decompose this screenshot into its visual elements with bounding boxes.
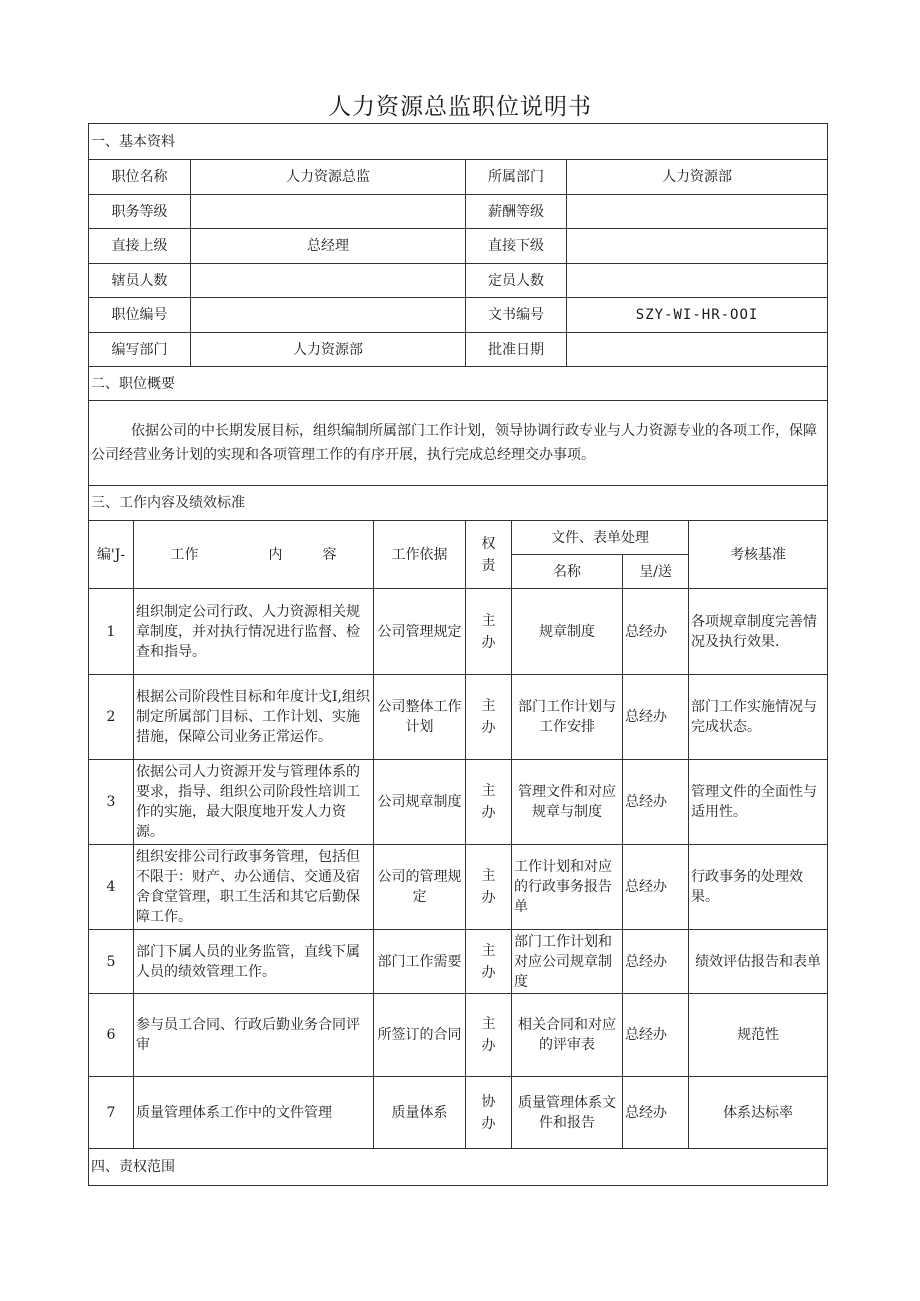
- basic-label: 薪酬等级: [466, 195, 567, 229]
- section-basic-heading-row: [89, 124, 828, 160]
- duty-doc-name: 规章制度: [512, 589, 623, 675]
- duty-power-part: 办: [481, 720, 496, 736]
- basic-row: [89, 160, 828, 195]
- duty-power-part: 办: [481, 1115, 496, 1132]
- basic-label: 文书编号: [466, 298, 567, 333]
- duty-basis: 质量体系: [374, 1077, 466, 1149]
- duty-content: 组织安排公司行政事务管理，包括但不限于：财产、办公通信、交通及宿舍食堂管理，职工生活和其它后勤保障工作。: [134, 845, 374, 930]
- header-docs: 文件、表单处理: [512, 521, 689, 555]
- duty-content: 组织制定公司行政、人力资源相关规章制度，并对执行情况进行监督、检查和指导。: [134, 589, 374, 675]
- overview-row: [89, 401, 828, 486]
- duty-number: 1: [89, 589, 134, 675]
- basic-value: [567, 264, 828, 298]
- header-power-part: 权: [481, 535, 496, 552]
- duty-power-part: 办: [481, 890, 496, 906]
- duty-standard: 各项规章制度完善情况及执行效果.: [689, 589, 828, 675]
- basic-value: [567, 229, 828, 264]
- basic-value: [567, 195, 828, 229]
- duty-power: [466, 760, 512, 845]
- duty-basis: 公司的管理规定: [374, 845, 466, 930]
- basic-row: [89, 264, 828, 298]
- duty-doc-send: 总经办: [623, 1077, 689, 1149]
- header-doc-send: 呈/送: [623, 555, 689, 589]
- document-number-value: SZY-WI-HR-OOI: [567, 298, 828, 333]
- duty-power-part: 主: [481, 942, 496, 959]
- duty-doc-name: 工作计划和对应的行政事务报告单: [512, 845, 623, 930]
- duty-doc-send: 总经办: [623, 845, 689, 930]
- duty-doc-send: 总经办: [623, 930, 689, 994]
- duty-power-part: 办: [481, 634, 496, 651]
- duty-standard: 行政事务的处理效果。: [689, 845, 828, 930]
- duty-standard: 规范性: [689, 994, 828, 1077]
- basic-value: [191, 195, 466, 229]
- job-description-table: [88, 123, 828, 1186]
- duty-power-part: 办: [481, 964, 496, 981]
- header-power: [466, 521, 512, 589]
- duty-basis: 公司整体工作计划: [374, 675, 466, 760]
- header-content-part: 容: [322, 546, 337, 563]
- section-overview-heading: 二、职位概要: [89, 367, 828, 401]
- basic-row: [89, 298, 828, 333]
- duty-power-part: 主: [481, 1016, 496, 1032]
- header-basis: 工作依据: [374, 521, 466, 589]
- duty-power: [466, 994, 512, 1077]
- basic-label: 批准日期: [466, 333, 567, 367]
- basic-row: [89, 195, 828, 229]
- duty-basis: 公司管理规定: [374, 589, 466, 675]
- section-authority-heading: 四、责权范围: [89, 1149, 828, 1186]
- basic-label: 所属部门: [466, 160, 567, 195]
- duty-standard: 部门工作实施情况与完成状态。: [689, 675, 828, 760]
- duty-doc-send: 总经办: [623, 760, 689, 845]
- basic-value: [191, 298, 466, 333]
- header-doc-name: 名称: [512, 555, 623, 589]
- duty-doc-name: 管理文件和对应规章与制度: [512, 760, 623, 845]
- basic-label: 职位编号: [89, 298, 191, 333]
- duty-row: [89, 675, 828, 760]
- duty-power: [466, 845, 512, 930]
- duty-basis: 所签订的合同: [374, 994, 466, 1077]
- duty-doc-send: 总经办: [623, 994, 689, 1077]
- duty-content: 部门下属人员的业务监管，直线下属人员的绩效管理工作。: [134, 930, 374, 994]
- basic-value: 人力资源部: [191, 333, 466, 367]
- basic-value: [567, 333, 828, 367]
- duty-number: 7: [89, 1077, 134, 1149]
- duty-number: 6: [89, 994, 134, 1077]
- header-standard: 考核基准: [689, 521, 828, 589]
- basic-value: [191, 264, 466, 298]
- basic-row: [89, 333, 828, 367]
- section-basic-heading: 一、基本资料: [89, 124, 828, 160]
- duty-power-part: 办: [481, 805, 496, 821]
- duty-number: 4: [89, 845, 134, 930]
- basic-label: 直接下级: [466, 229, 567, 264]
- duty-power-part: 主: [481, 868, 496, 884]
- section-authority-heading-row: [89, 1149, 828, 1186]
- header-number: 编'J-: [89, 521, 134, 589]
- duty-power-part: 办: [481, 1038, 496, 1054]
- section-duties-heading: 三、工作内容及绩效标准: [89, 486, 828, 521]
- duty-content: 参与员工合同、行政后勤业务合同评审: [134, 994, 374, 1077]
- header-power-part: 责: [481, 557, 496, 574]
- duty-number: 2: [89, 675, 134, 760]
- duty-content: 依据公司人力资源开发与管理体系的要求，指导、组织公司阶段性培训工作的实施，最大限度地开发人力资源。: [134, 760, 374, 845]
- basic-label: 职务等级: [89, 195, 191, 229]
- header-content-part: 工作: [170, 546, 199, 563]
- duty-doc-send: 总经办: [623, 675, 689, 760]
- duty-content: 质量管理体系工作中的文件管理: [134, 1077, 374, 1149]
- duty-doc-name: 部门工作计划与工作安排: [512, 675, 623, 760]
- header-content: [134, 521, 374, 589]
- duty-power-part: 主: [481, 783, 496, 799]
- duty-doc-send: 总经办: [623, 589, 689, 675]
- basic-row: [89, 229, 828, 264]
- duty-power-part: 主: [481, 612, 496, 629]
- duty-standard: 绩效评估报告和表单: [689, 930, 828, 994]
- duty-basis: 公司规章制度: [374, 760, 466, 845]
- basic-value: 总经理: [191, 229, 466, 264]
- basic-value: 人力资源总监: [191, 160, 466, 195]
- duty-standard: 管理文件的全面性与适用性。: [689, 760, 828, 845]
- page-title: 人力资源总监职位说明书: [328, 94, 592, 120]
- basic-label: 辖员人数: [89, 264, 191, 298]
- duty-power: [466, 675, 512, 760]
- duty-doc-name: 质量管理体系文件和报告: [512, 1077, 623, 1149]
- basic-label: 编写部门: [89, 333, 191, 367]
- section-duties-heading-row: [89, 486, 828, 521]
- duty-row: [89, 994, 828, 1077]
- duty-power: [466, 930, 512, 994]
- duty-row: [89, 930, 828, 994]
- duty-power: [466, 589, 512, 675]
- duty-content: 根据公司阶段性目标和年度计戈I,组织制定所属部门目标、工作计划、实施措施，保障公司业务正常运作。: [134, 675, 374, 760]
- duty-row: [89, 845, 828, 930]
- header-content-part: 内: [268, 546, 283, 563]
- duties-header-row: [89, 521, 828, 555]
- duty-power-part: 主: [481, 698, 496, 714]
- duty-doc-name: 部门工作计划和对应公司规章制度: [512, 930, 623, 994]
- duty-row: [89, 1077, 828, 1149]
- overview-text: 依据公司的中长期发展目标，组织编制所属部门工作计划，领导协调行政专业与人力资源专业的各项工作，保障公司经营业务计划的实现和各项管理工作的有序开展，执行完成总经理交办事项。: [89, 401, 828, 486]
- basic-value: 人力资源部: [567, 160, 828, 195]
- duty-standard: 体系达标率: [689, 1077, 828, 1149]
- duty-basis: 部门工作需要: [374, 930, 466, 994]
- basic-label: 定员人数: [466, 264, 567, 298]
- basic-label: 职位名称: [89, 160, 191, 195]
- section-overview-heading-row: [89, 367, 828, 401]
- duty-power-part: 协: [481, 1093, 496, 1110]
- duty-row: [89, 589, 828, 675]
- basic-label: 直接上级: [89, 229, 191, 264]
- duty-row: [89, 760, 828, 845]
- duty-number: 5: [89, 930, 134, 994]
- duty-power: [466, 1077, 512, 1149]
- duty-number: 3: [89, 760, 134, 845]
- duty-doc-name: 相关合同和对应的评审表: [512, 994, 623, 1077]
